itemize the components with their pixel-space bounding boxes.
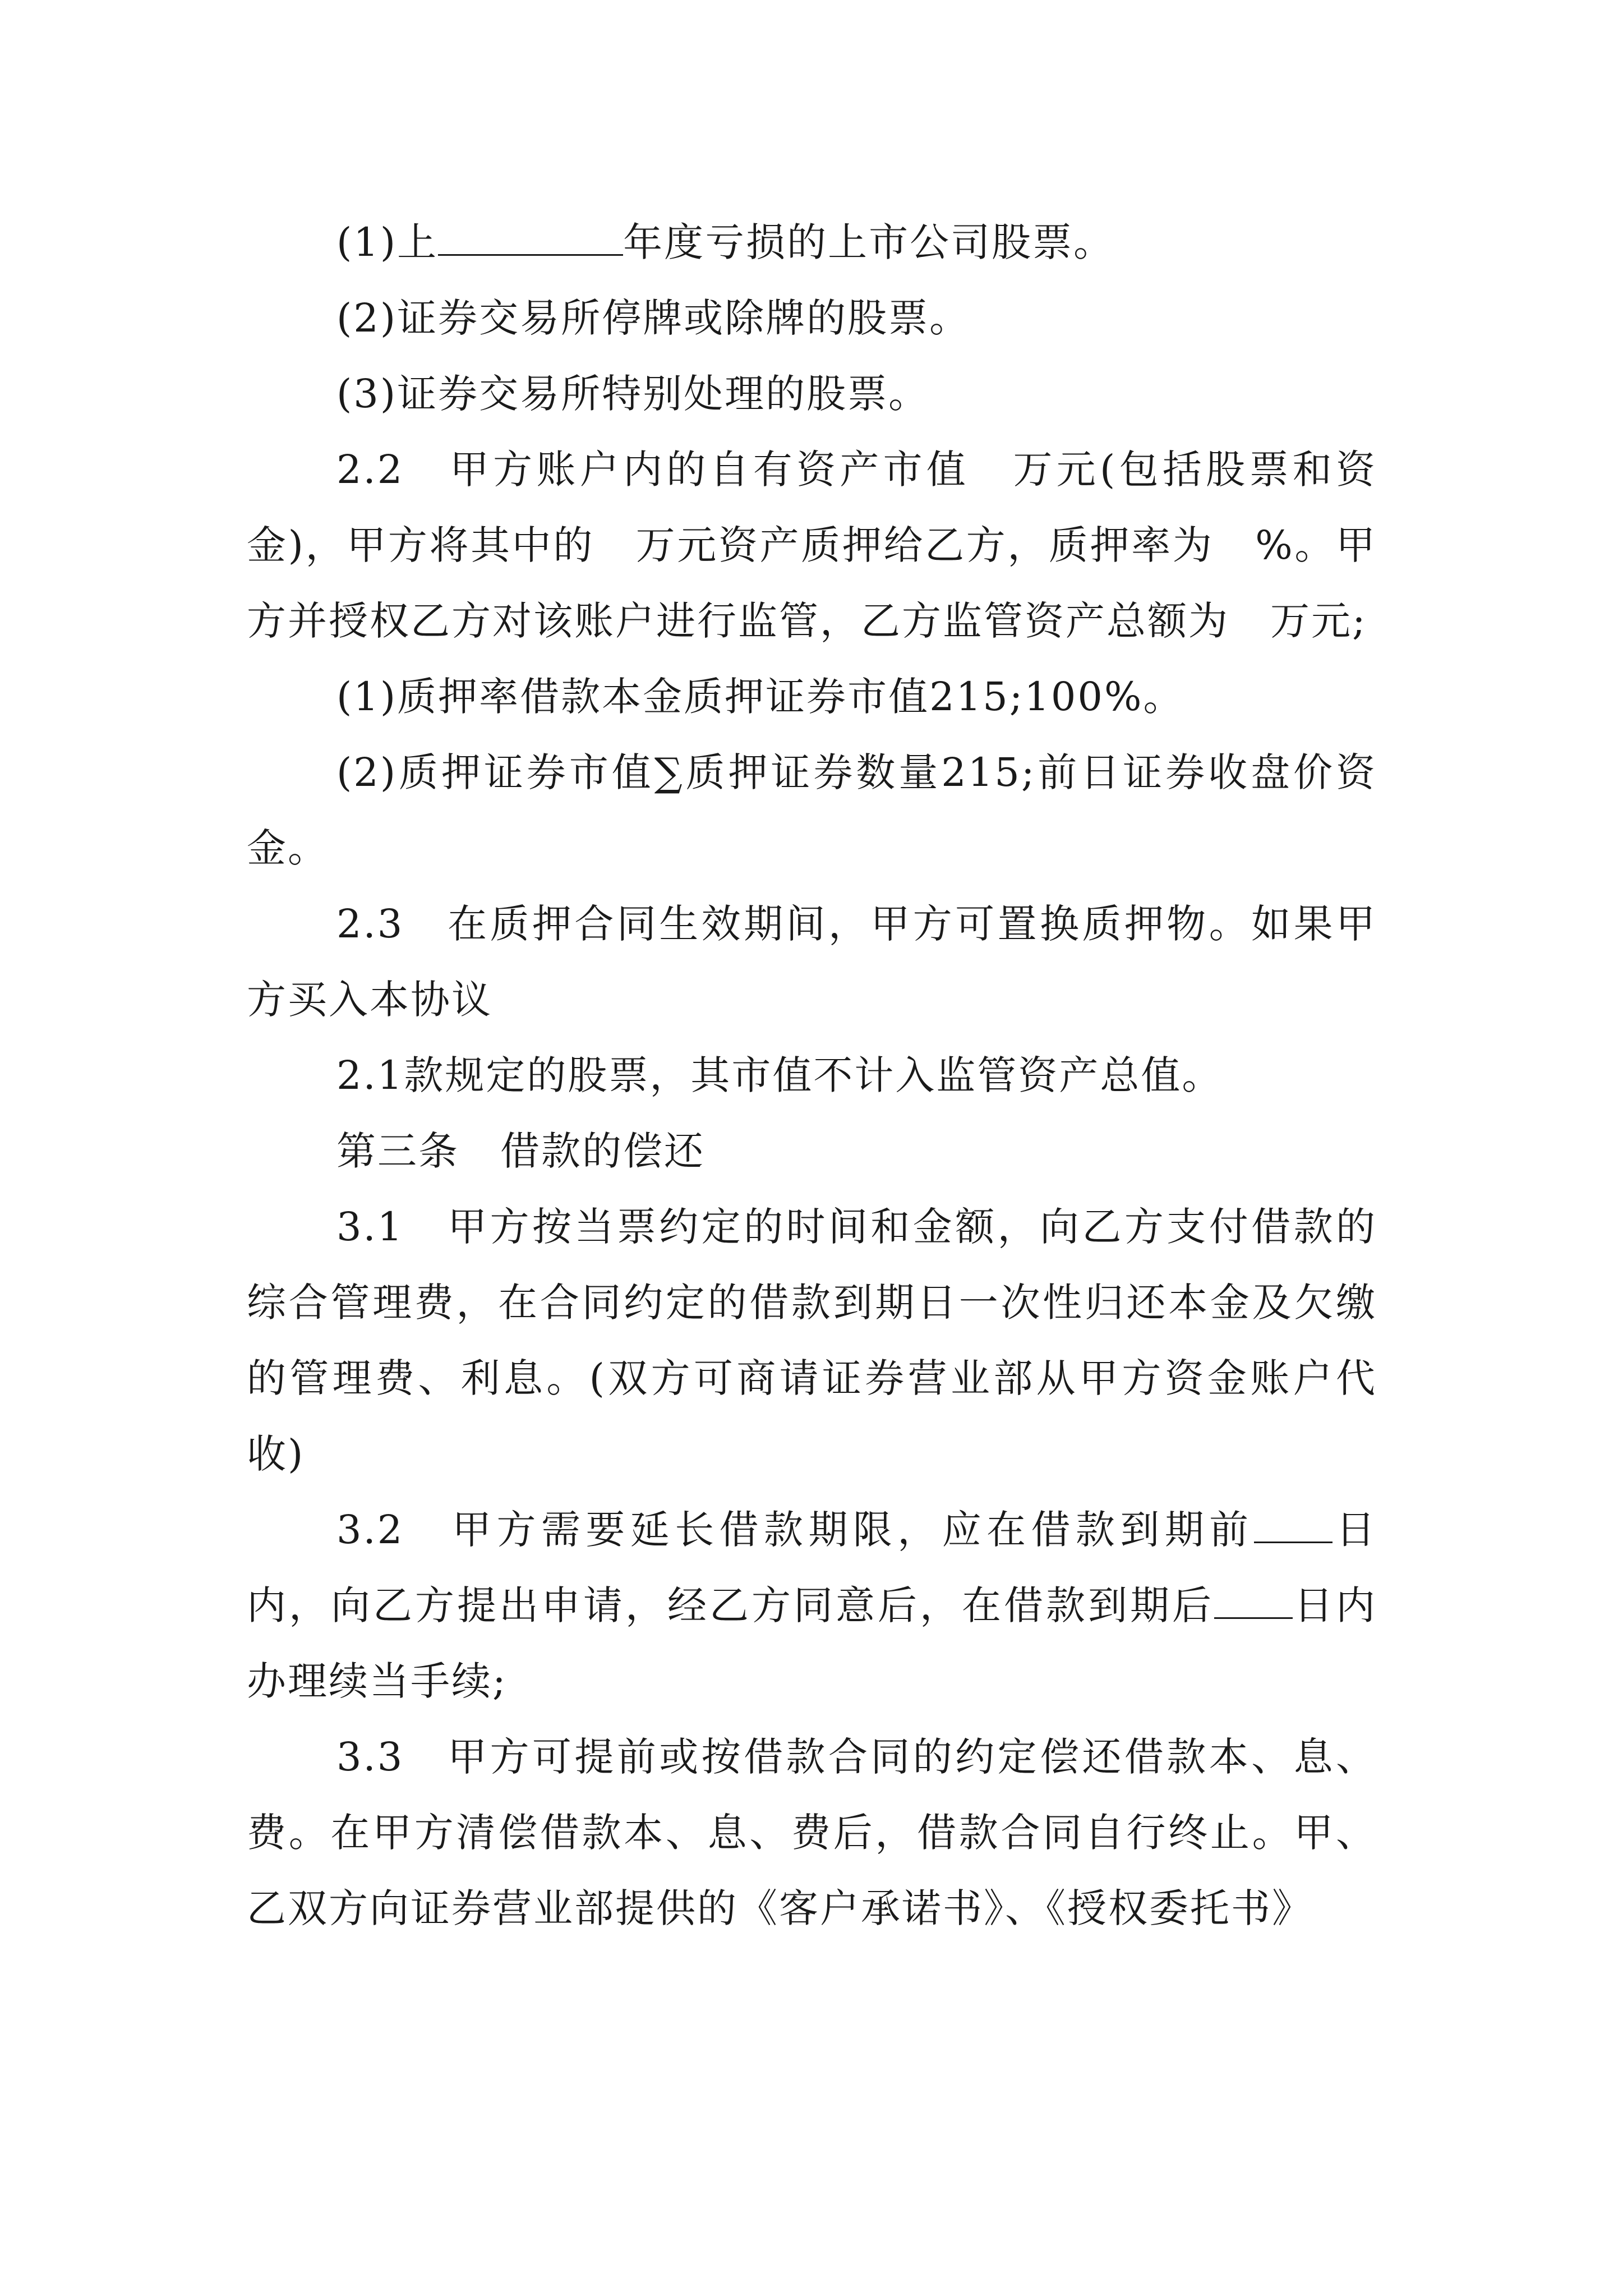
clause-3-3: 3.3 甲方可提前或按借款合同的约定偿还借款本、息、费。在甲方清偿借款本、息、费后，借款合同自行终止。甲、乙双方向证券营业部提供的《客户承诺书》、《授权委托书》 <box>247 1734 1377 1931</box>
item-1 <box>247 205 1377 280</box>
clause-2-1-reference: 2.1款规定的股票，其市值不计入监管资产总值。 <box>336 1052 1223 1098</box>
fill-blank-days-after <box>1214 1584 1293 1619</box>
item-1-suffix: 年度亏损的上市公司股票。 <box>623 219 1115 265</box>
fill-blank-days-before <box>1254 1508 1332 1543</box>
clause-3-2-part-b: 日内，向乙方提出申请，经乙方同意后，在借款到期后 <box>247 1507 1377 1628</box>
clause-2-2: 2.2 甲方账户内的自有资产市值 万元(包括股票和资金)，甲方将其中的 万元资产质押给乙方，质押率为 %。甲方并授权乙方对该账户进行监管，乙方监管资产总额为 万元; <box>247 447 1377 644</box>
clause-3-2-part-c: 日内办理续当手续; <box>247 1582 1377 1704</box>
item-2: (2)证券交易所停牌或除牌的股票。 <box>336 295 971 341</box>
item-1-prefix: (1)上 <box>336 219 439 265</box>
formula-2: (2)质押证券市值∑质押证券数量215;前日证券收盘价资金。 <box>247 749 1377 871</box>
fill-blank-year <box>438 220 623 256</box>
article-3-heading: 第三条 借款的偿还 <box>336 1128 705 1174</box>
item-3: (3)证券交易所特别处理的股票。 <box>336 371 930 417</box>
formula-1: (1)质押率借款本金质押证券市值215;100%。 <box>336 674 1184 720</box>
clause-2-3: 2.3 在质押合同生效期间，甲方可置换质押物。如果甲方买入本协议 <box>247 901 1377 1023</box>
clause-3-1: 3.1 甲方按当票约定的时间和金额，向乙方支付借款的综合管理费，在合同约定的借款到期日一次性归还本金及欠缴的管理费、利息。(双方可商请证券营业部从甲方资金账户代收) <box>247 1204 1377 1477</box>
clause-3-2 <box>247 1492 1377 1719</box>
document-body <box>247 205 1377 1947</box>
clause-3-2-part-a: 3.2 甲方需要延长借款期限，应在借款到期前 <box>336 1507 1254 1553</box>
